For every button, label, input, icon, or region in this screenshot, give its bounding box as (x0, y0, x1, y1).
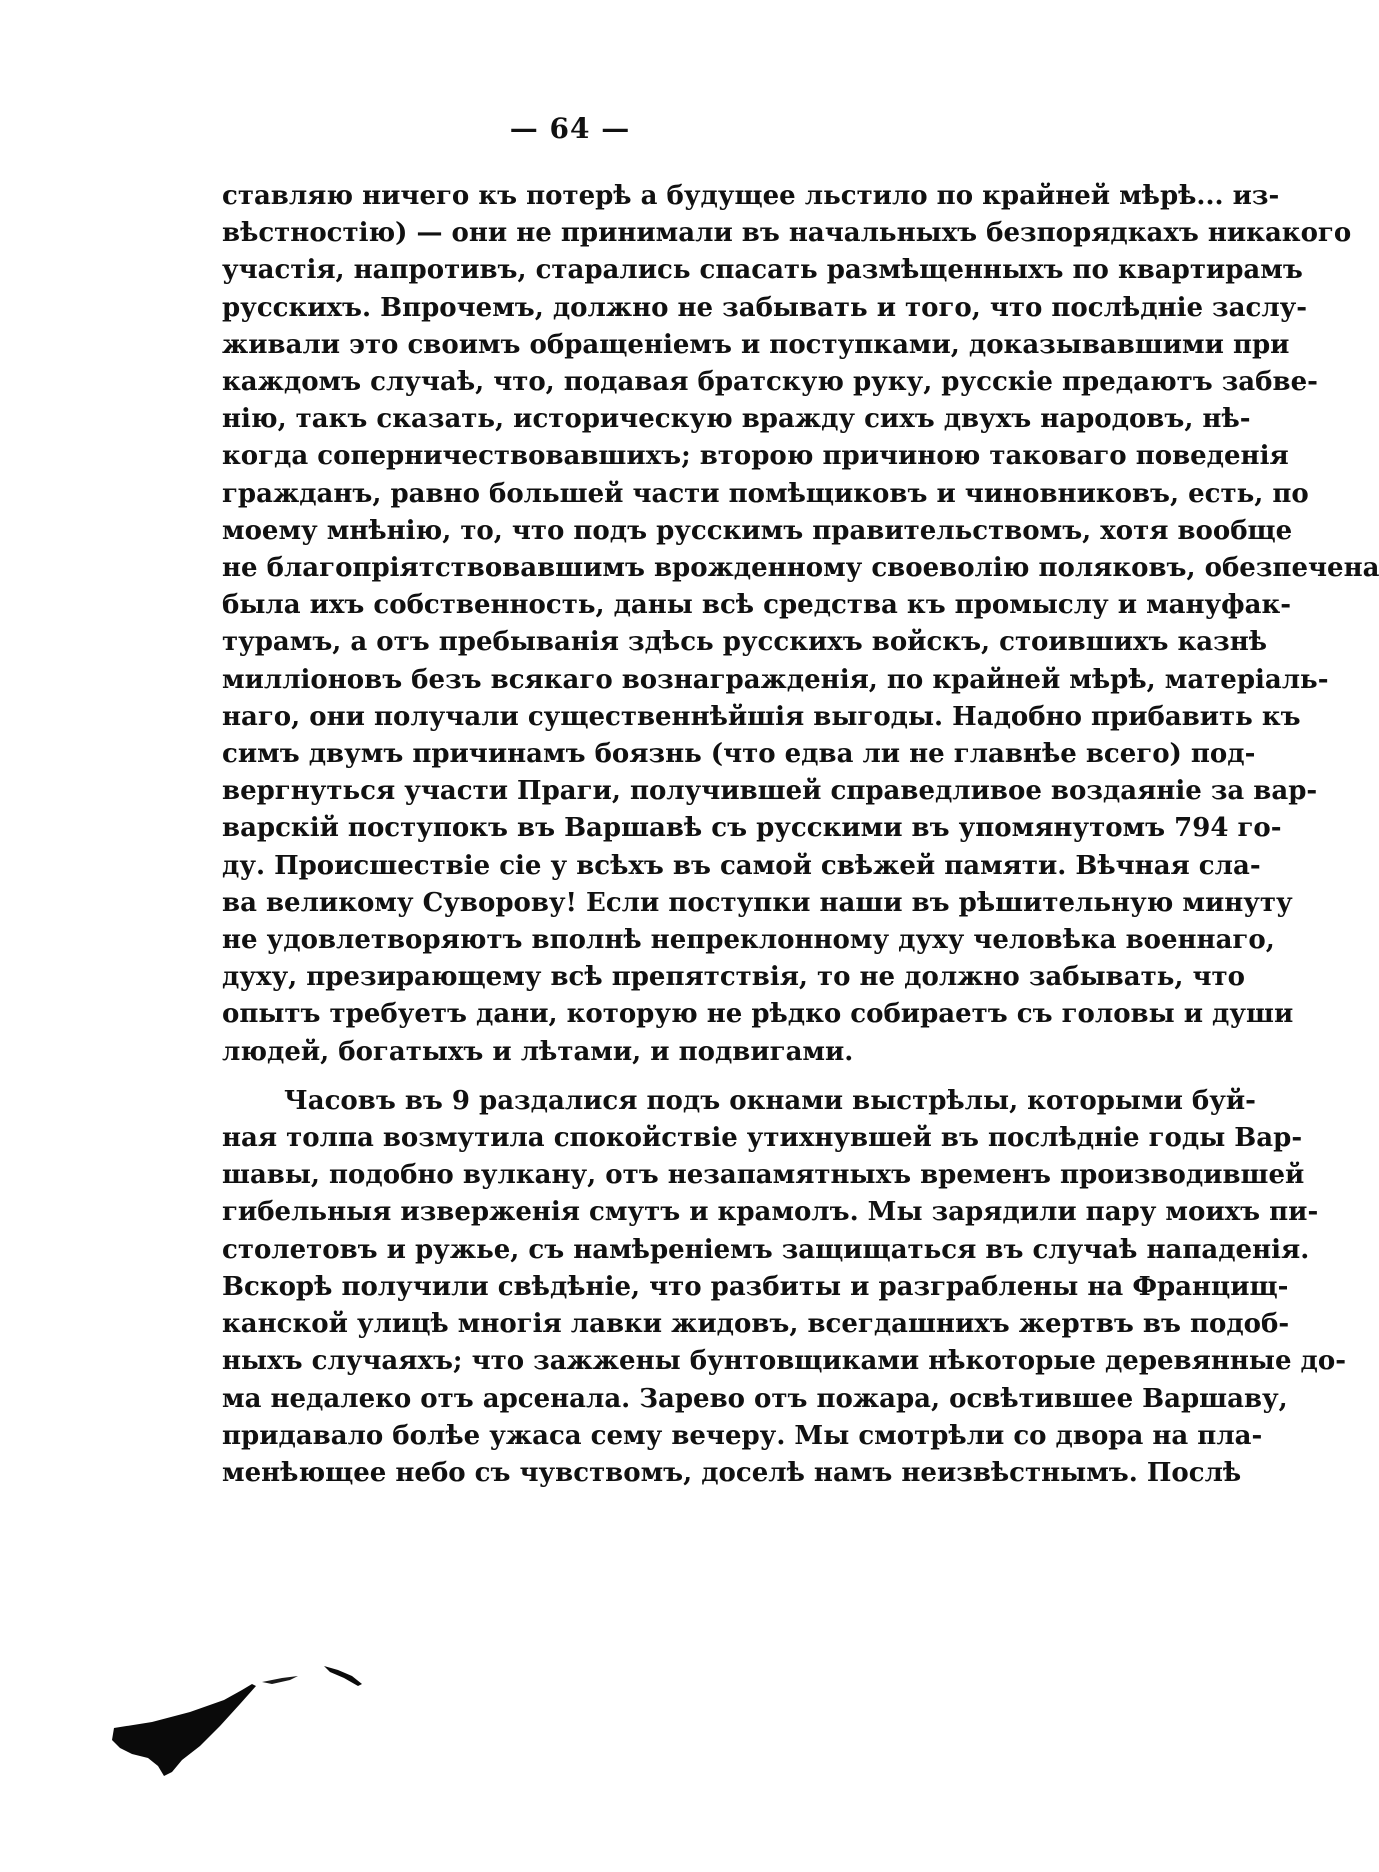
text-line: каждомъ случаѣ, что, подавая братскую руку, русскіе предаютъ забве- (222, 367, 1318, 398)
paragraph (222, 178, 1379, 1071)
text-line: варскій поступокъ въ Варшавѣ съ русскими въ упомянутомъ 794 го- (222, 813, 1282, 844)
text-line: ставляю ничего къ потерѣ а будущее льстило по крайней мѣрѣ... из- (222, 181, 1280, 211)
text-line: людей, богатыхъ и лѣтами, и подвигами. (222, 1036, 854, 1067)
paragraph (222, 1083, 1347, 1492)
text-line: моему мнѣнію, то, что подъ русскимъ правительствомъ, хотя вообще (222, 515, 1293, 546)
text-line: вергнуться участи Праги, получившей справедливое воздаяніе за вар- (222, 776, 1318, 807)
text-line: ная толпа возмутила спокойствіе утихнувшей въ послѣдніе годы Вар- (222, 1123, 1303, 1154)
text-line: участія, напротивъ, старались спасать размѣщенныхъ по квартирамъ (222, 255, 1303, 286)
ink-blot-mark (112, 1660, 432, 1780)
page-number: — 64 — (509, 112, 631, 145)
text-line: русскихъ. Впрочемъ, должно не забывать и того, что послѣдніе заслу- (222, 292, 1308, 323)
text-line: нію, такъ сказать, историческую вражду сихъ двухъ народовъ, нѣ- (222, 404, 1251, 435)
text-line: канской улицѣ многія лавки жидовъ, всегдашнихъ жертвъ въ подоб- (222, 1309, 1290, 1340)
text-line: ма недалеко отъ арсенала. Зарево отъ пожара, освѣтившее Варшаву, (222, 1383, 1288, 1414)
text-line: шавы, подобно вулкану, отъ незапамятныхъ временъ производившей (222, 1160, 1305, 1191)
text-line: не удовлетворяютъ вполнѣ непреклонному духу человѣка военнаго, (222, 925, 1275, 956)
text-line: опытъ требуетъ дани, которую не рѣдко собираетъ съ головы и души (222, 999, 1294, 1030)
body-text (222, 178, 1379, 1492)
text-line: ду. Происшествіе сіе у всѣхъ въ самой свѣжей памяти. Вѣчная сла- (222, 850, 1261, 881)
text-line: ва великому Суворову! Если поступки наши въ рѣшительную минуту (222, 887, 1293, 918)
text-line: Вскорѣ получили свѣдѣніе, что разбиты и разграблены на Францищ- (222, 1271, 1289, 1302)
text-line: вѣстностію) — они не принимали въ начальныхъ безпорядкахъ никакого (222, 218, 1352, 249)
text-line: не благопріятствовавшимъ врожденному своеволію поляковъ, обезпечена (222, 553, 1379, 584)
text-line: столетовъ и ружье, съ намѣреніемъ защищаться въ случаѣ нападенія. (222, 1234, 1310, 1265)
text-line: Часовъ въ 9 раздалися подъ окнами выстрѣлы, которыми буй- (284, 1085, 1256, 1116)
text-line: гражданъ, равно большей части помѣщиковъ и чиновниковъ, есть, по (222, 478, 1309, 509)
text-line: милліоновъ безъ всякаго вознагражденія, по крайней мѣрѣ, матеріаль- (222, 664, 1329, 695)
text-line: турамъ, а отъ пребыванія здѣсь русскихъ войскъ, стоившихъ казнѣ (222, 627, 1268, 658)
text-line: когда соперничествовавшихъ; второю причиною таковаго поведенія (222, 441, 1289, 472)
text-line: была ихъ собственность, даны всѣ средства къ промыслу и мануфак- (222, 590, 1292, 621)
text-line: симъ двумъ причинамъ боязнь (что едва ли не главнѣе всего) под- (222, 739, 1256, 770)
text-line: ныхъ случаяхъ; что зажжены бунтовщиками нѣкоторые деревянные до- (222, 1346, 1347, 1377)
text-line: живали это своимъ обращеніемъ и поступками, доказывавшими при (222, 329, 1290, 360)
text-line: наго, они получали существеннѣйшія выгоды. Надобно прибавить къ (222, 701, 1301, 732)
text-line: духу, презирающему всѣ препятствія, то не должно забывать, что (222, 962, 1245, 993)
text-line: гибельныя изверженія смутъ и крамолъ. Мы зарядили пару моихъ пи- (222, 1197, 1319, 1228)
paragraph-gap (222, 1071, 1092, 1083)
text-line: придавало болѣе ужаса сему вечеру. Мы смотрѣли со двора на пла- (222, 1420, 1263, 1451)
text-line: менѣющее небо съ чувствомъ, доселѣ намъ неизвѣстнымъ. Послѣ (222, 1457, 1242, 1488)
